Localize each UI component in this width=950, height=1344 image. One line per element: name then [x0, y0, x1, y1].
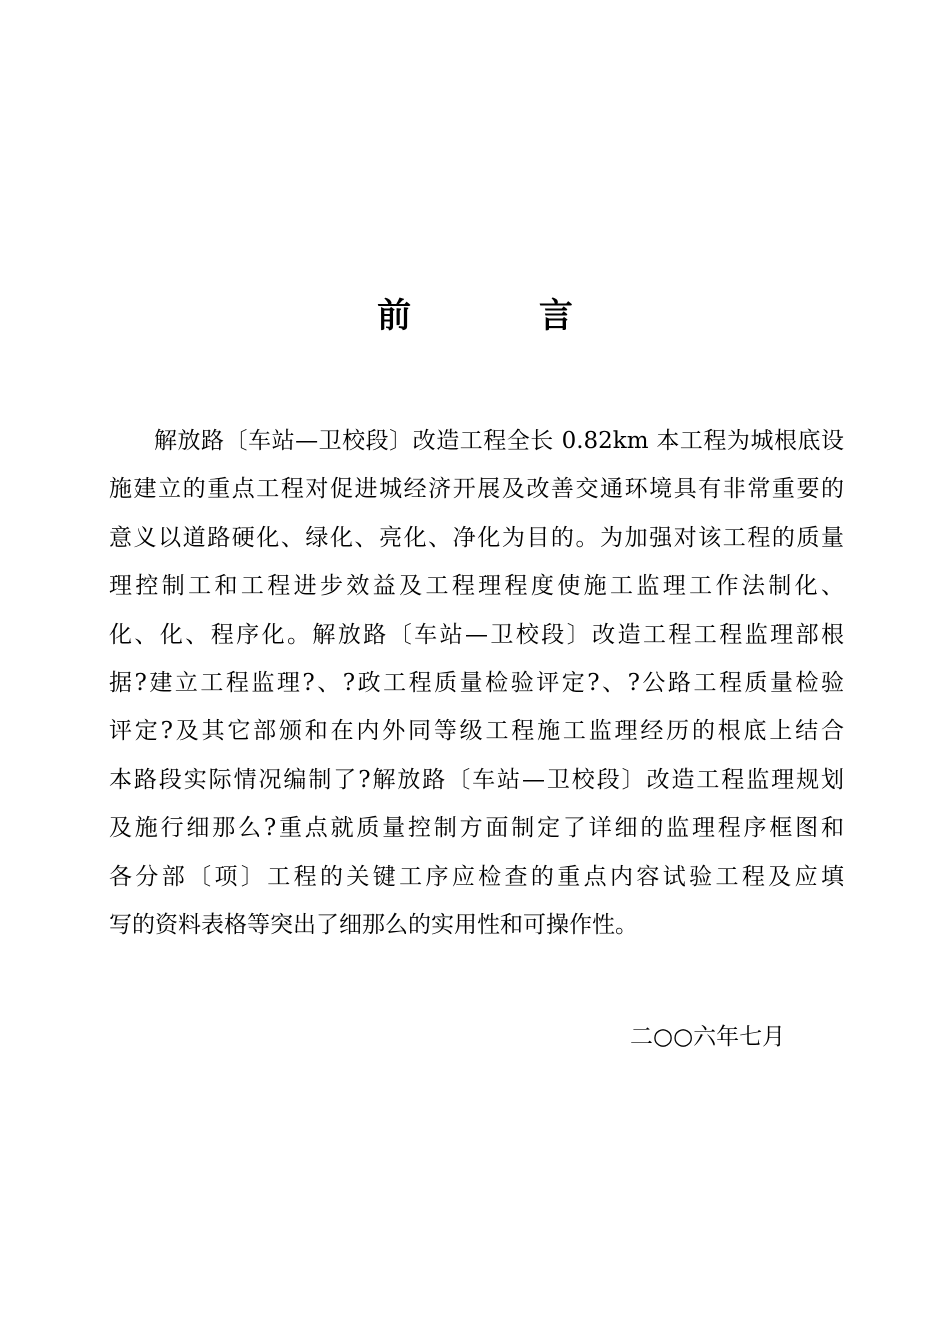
- body-line: 本路段实际情况编制了?解放路〔车站—卫校段〕改造工程监理规划: [109, 766, 844, 793]
- body-line: 理控制工和工程进步效益及工程理程度使施工监理工作法制化、: [109, 573, 844, 600]
- body-line: 解放路〔车站—卫校段〕改造工程全长 0.82km 本工程为城根底设: [154, 428, 844, 454]
- body-line: 及施行细那么?重点就质量控制方面制定了详细的监理程序框图和: [109, 815, 844, 842]
- body-line: 意义以道路硬化、绿化、亮化、净化为目的。为加强对该工程的质量: [109, 524, 844, 551]
- document-date: 二○○六年七月: [630, 1024, 786, 1050]
- body-line: 化、化、程序化。解放路〔车站—卫校段〕改造工程工程监理部根: [109, 621, 844, 648]
- body-line: 施建立的重点工程对促进城经济开展及改善交通环境具有非常重要的: [109, 476, 844, 503]
- body-line: 据?建立工程监理?、?政工程质量检验评定?、?公路工程质量检验: [109, 669, 844, 696]
- body-line: 评定?及其它部颁和在内外同等级工程施工监理经历的根底上结合: [109, 718, 844, 745]
- document-title: 前 言: [377, 296, 631, 336]
- body-line: 各分部〔项〕工程的关键工序应检查的重点内容试验工程及应填: [109, 863, 844, 890]
- preface-body: [109, 424, 844, 956]
- body-line: 写的资料表格等突出了细那么的实用性和可操作性。: [109, 911, 638, 938]
